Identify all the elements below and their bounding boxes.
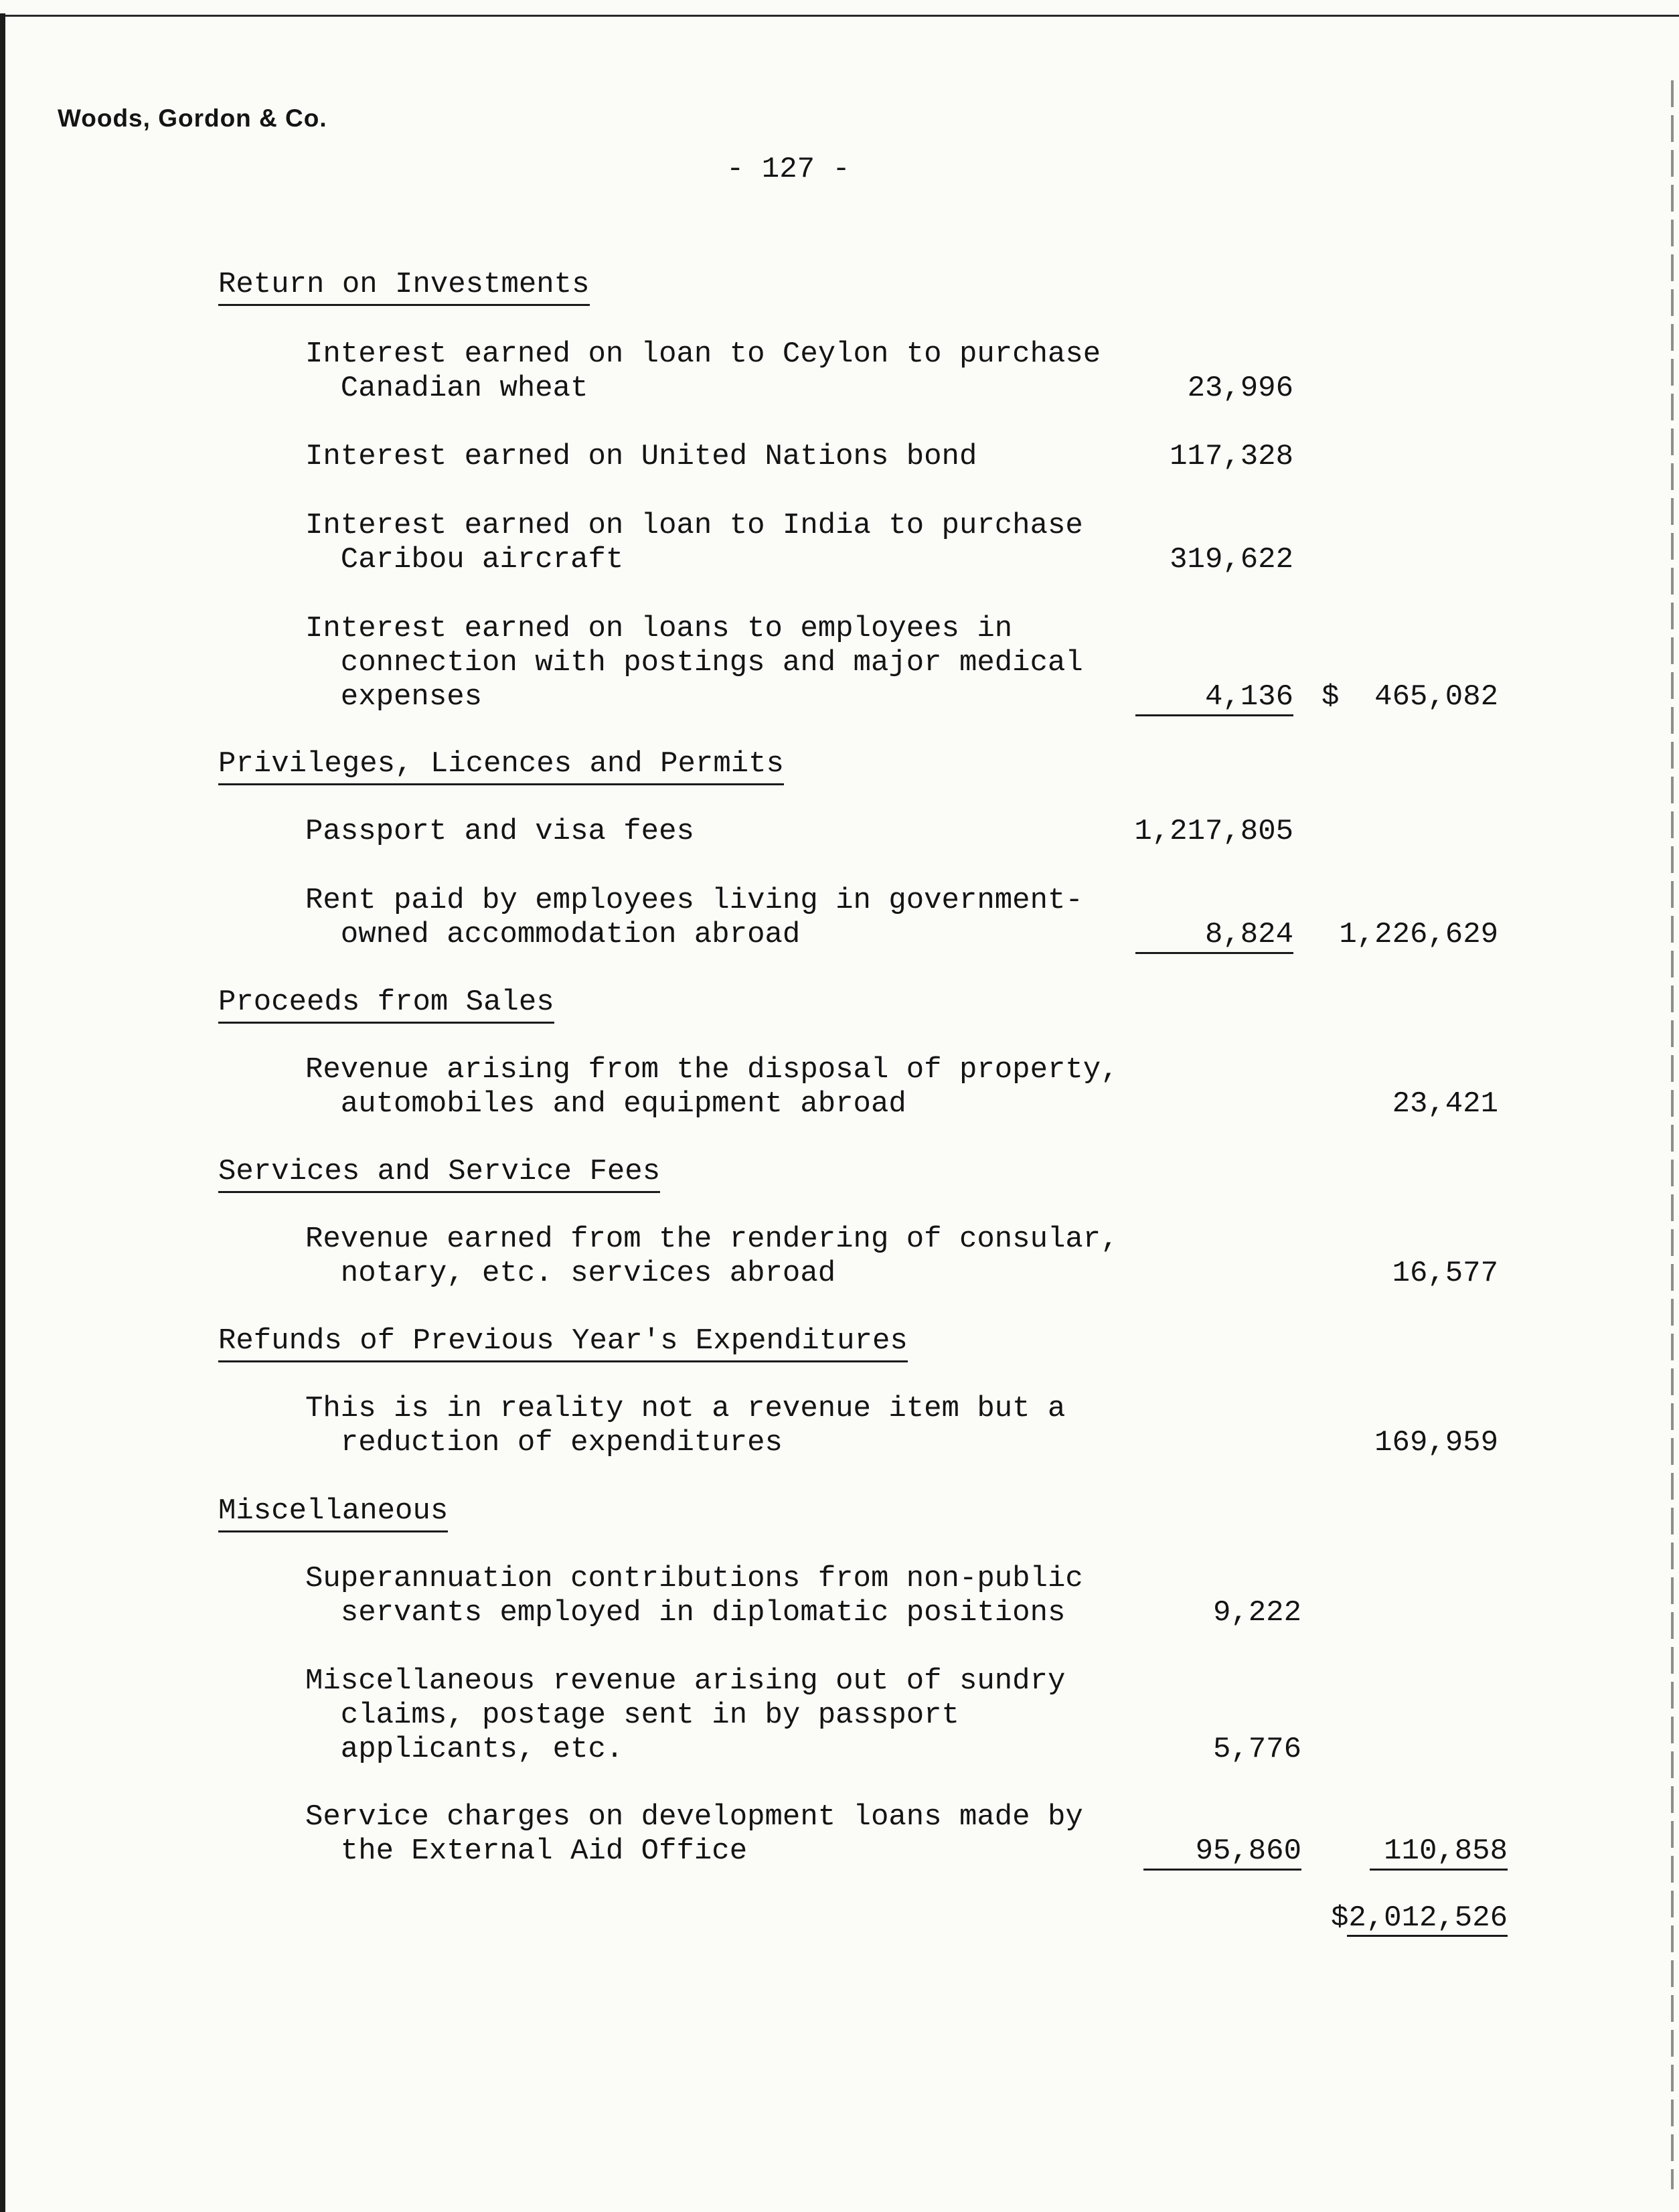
section-total: $ 465,082 [1321,680,1498,714]
item-description: Revenue earned from the rendering of consular, notary, etc. services abroad [305,1222,1119,1290]
section-heading-miscellaneous: Miscellaneous [218,1494,448,1532]
right-margin-marks [1671,80,1674,2189]
item-amount: 5,776 [1212,1733,1301,1766]
item-description: Rent paid by employees living in government- owned accommodation abroad [305,884,1083,951]
item-description: Miscellaneous revenue arising out of sundry claims, postage sent in by passport applicants, etc. [305,1664,1066,1766]
section-heading-privileges: Privileges, Licences and Permits [218,747,784,785]
firm-name: Woods, Gordon & Co. [58,104,327,132]
item-description: Interest earned on loan to Ceylon to purchase Canadian wheat [305,337,1101,405]
section-total: 110,858 [1370,1834,1508,1871]
item-amount: 117,328 [1170,440,1293,473]
section-total: 1,226,629 [1339,918,1498,951]
item-description: Interest earned on United Nations bond [305,440,977,473]
item-amount: 23,996 [1187,372,1293,405]
section-total: 169,959 [1374,1426,1498,1459]
section-heading-return-on-investments: Return on Investments [218,268,590,306]
item-description: This is in reality not a revenue item but a reduction of expenditures [305,1392,1066,1459]
item-amount: 95,860 [1143,1834,1301,1871]
item-amount: 9,222 [1212,1596,1301,1630]
item-description: Interest earned on loan to India to purchase Caribou aircraft [305,509,1083,576]
section-heading-refunds: Refunds of Previous Year's Expenditures [218,1324,908,1362]
item-description: Superannuation contributions from non-public servants employed in diplomatic positions [305,1562,1083,1630]
section-heading-proceeds-from-sales: Proceeds from Sales [218,985,554,1024]
left-border-bar [0,13,5,2212]
item-amount: 4,136 [1135,680,1293,716]
item-description: Passport and visa fees [305,815,694,848]
item-description: Revenue arising from the disposal of property, automobiles and equipment abroad [305,1053,1119,1121]
section-total: 23,421 [1392,1087,1498,1121]
item-description: Service charges on development loans made by the External Aid Office [305,1800,1083,1868]
item-amount: 8,824 [1135,918,1293,954]
item-amount: 1,217,805 [1134,815,1293,848]
item-description: Interest earned on loans to employees in connection with postings and major medical expenses [305,612,1083,714]
section-total: 16,577 [1392,1257,1498,1290]
page-number: - 127 - [726,153,850,186]
section-heading-services: Services and Service Fees [218,1155,660,1193]
top-border-line [0,15,1679,17]
grand-total: $2,012,526 [1330,1901,1508,1935]
item-amount: 319,622 [1170,543,1293,576]
grand-total-underline [1347,1935,1508,1937]
